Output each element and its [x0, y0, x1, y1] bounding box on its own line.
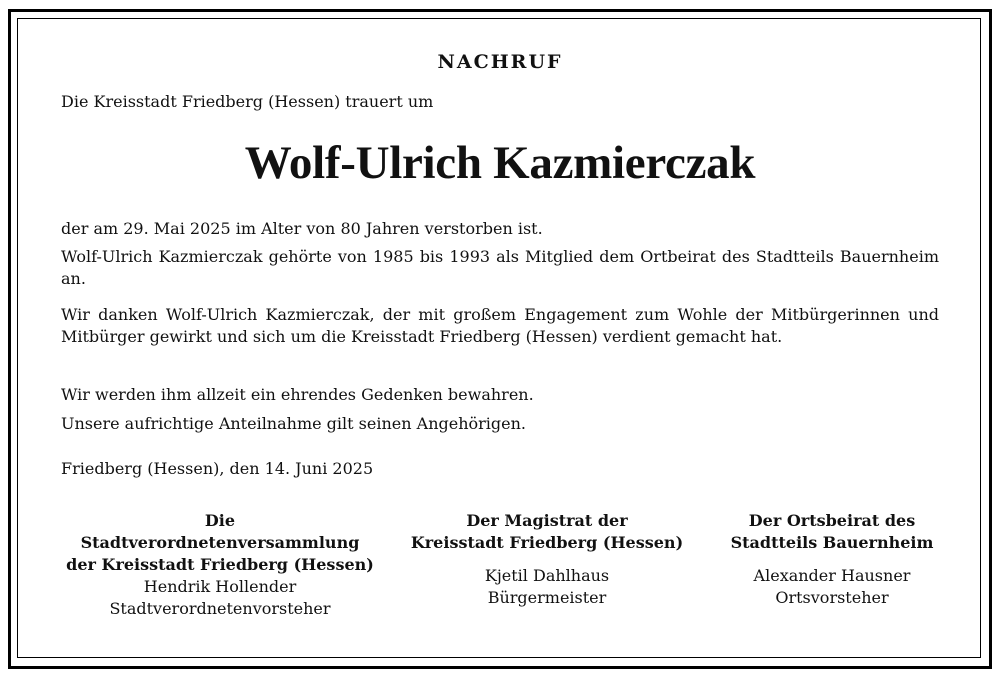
- signatory-city-council: [55, 510, 385, 620]
- org-line: Stadtteils Bauernheim: [730, 533, 934, 552]
- org-line: Kreisstadt Friedberg (Hessen): [410, 533, 684, 552]
- paragraph-thanks: Wir danken Wolf-Ulrich Kazmierczak, der mit großem Engagement zum Wohle der Mitbürgerinnen und Mitbürger gewirkt und sich um die Kreisstadt Friedberg (Hessen) verdient gemacht hat.: [61, 305, 939, 346]
- org-line: Der Magistrat der: [466, 511, 628, 530]
- signatory-org: [55, 510, 385, 576]
- paragraph-remembrance: Wir werden ihm allzeit ein ehrendes Gedenken bewahren.: [61, 385, 534, 404]
- paragraph-condolence: Unsere aufrichtige Anteilnahme gilt seinen Angehörigen.: [61, 414, 527, 433]
- signatory-person: Alexander Hausner: [753, 566, 911, 585]
- signatory-person: Hendrik Hollender: [143, 577, 297, 596]
- org-line: der Kreisstadt Friedberg (Hessen): [66, 555, 374, 574]
- paragraph-death-date: der am 29. Mai 2025 im Alter von 80 Jahren verstorben ist.: [61, 219, 543, 238]
- org-line: Stadtverordnetenversammlung: [80, 533, 360, 552]
- signatory-local-council: [710, 510, 954, 609]
- signatory-person: Kjetil Dahlhaus: [484, 566, 610, 585]
- notice-heading: NACHRUF: [437, 51, 563, 73]
- place-date: Friedberg (Hessen), den 14. Juni 2025: [61, 459, 374, 478]
- deceased-name: Wolf-Ulrich Kazmierczak: [244, 137, 756, 189]
- org-line: Der Ortsbeirat des: [748, 511, 916, 530]
- signatory-magistrate: [394, 510, 700, 609]
- signatory-org: [710, 510, 954, 554]
- org-line: Die: [204, 511, 236, 530]
- signatory-role: Ortsvorsteher: [775, 588, 889, 607]
- signatory-role: Bürgermeister: [487, 588, 607, 607]
- paragraph-membership: Wolf-Ulrich Kazmierczak gehörte von 1985 bis 1993 als Mitglied dem Ortbeirat des Stadtteils Bauernheim an.: [61, 247, 939, 288]
- intro-line: Die Kreisstadt Friedberg (Hessen) trauert um: [61, 92, 434, 111]
- signatory-role: Stadtverordnetenvorsteher: [109, 599, 331, 618]
- signatory-org: [394, 510, 700, 554]
